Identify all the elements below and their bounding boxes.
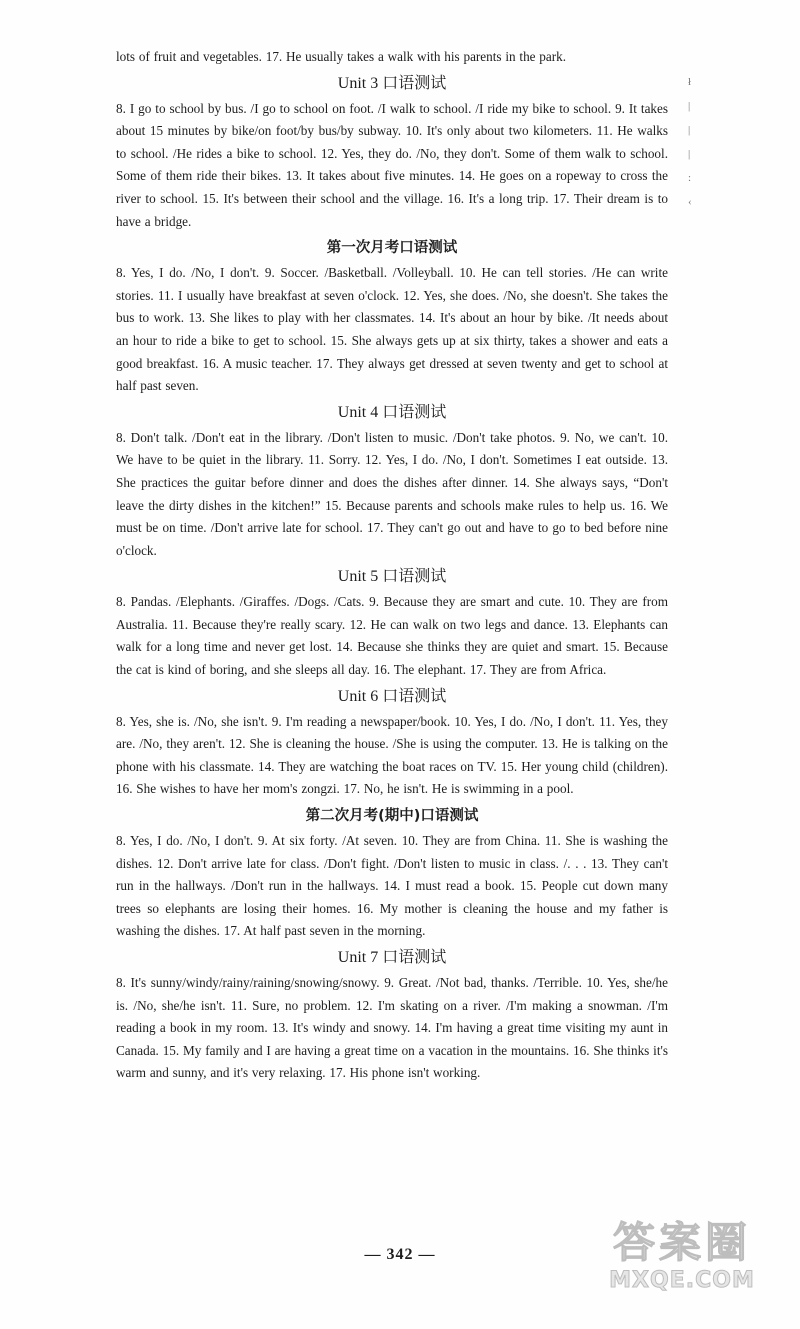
heading-midterm-test: 第二次月考(期中)口语测试 xyxy=(305,808,479,825)
section-unit-6-text: 8. Yes, she is. /No, she isn't. 9. I'm reading a newspaper/book. 10. Yes, I do. /No, I don't. 11. Yes, they are. /No, they aren't. 12. She is cleaning the house. /She is using the computer. 13. He is talking on the phone with his classmate. 14. They are watching the boat races on TV. 15. Her young child (children). 16. She wishes to have her mom's zongzi. 17. No, he isn't. He is swimming in a pool. xyxy=(116,713,668,797)
section-unit-7-text: 8. It's sunny/windy/rainy/raining/snowing/snowy. 9. Great. /Not bad, thanks. /Terrible. 10. Yes, she/he is. /No, she/he isn't. 11. Sure, no problem. 12. I'm skating on a river. /I'm making a snowman. /I'm reading a book in my room. 13. It's windy and snowy. 14. I'm having a great time visiting my aunt in Canada. 15. My family and I are having a great time on a vacation in the mountains. 16. She thinks it's warm and sunny, and it's very relaxing. 17. His phone isn't working. xyxy=(116,975,668,1081)
watermark-top-text: 答案圈 xyxy=(612,1218,751,1267)
section-first-monthly-text: 8. Yes, I do. /No, I don't. 9. Soccer. /Basketball. /Volleyball. 10. He can tell stories. /He can write stories. 11. I usually have breakfast at seven o'clock. 12. Yes, she does. /No, she doesn't. She takes the bus to work. 13. She likes to play with her classmates. 14. It's about an hour by bike. /It needs about an hour to ride a bike to get to school. 15. She always gets up at six thirty, takes a shower and eats a good breakfast. 16. A music teacher. 17. They always get dressed at seven twenty and get to school at half past seven. xyxy=(116,265,668,394)
answer-page xyxy=(116,46,668,1085)
site-watermark-logo xyxy=(592,1219,772,1305)
heading-unit-6: Unit 6 口语测试 xyxy=(337,687,447,705)
section-unit-5-text: 8. Pandas. /Elephants. /Giraffes. /Dogs. /Cats. 9. Because they are smart and cute. 10. They are from Australia. 11. Because they're really scary. 12. He can walk on two legs and dance. 13. Elephants can walk for a long time and never get lost. 14. Because she thinks they are quiet and smart. 15. Because the cat is kind of boring, and she sleeps all day. 16. The elephant. 17. They are from Africa. xyxy=(116,594,668,678)
page-number: — 342 — xyxy=(364,1246,436,1263)
heading-unit-3: Unit 3 口语测试 xyxy=(337,74,447,92)
section-unit-4-text: 8. Don't talk. /Don't eat in the library. /Don't listen to music. /Don't take photos. 9. No, we can't. 10. We have to be quiet in the library. 11. Sorry. 12. Yes, I do. /No, I don't. Sometimes I eat outside. 13. She practices the guitar before dinner and does the dishes after dinner. 14. She always says, “Don't leave the dirty dishes in the kitchen!” 15. Because parents and schools make rules to help us. 16. We must be on time. /Don't arrive late for school. 17. They can't go out and have to go to bed before nine o'clock. xyxy=(116,429,668,558)
heading-unit-5: Unit 5 口语测试 xyxy=(337,568,447,586)
section-midterm-text: 8. Yes, I do. /No, I don't. 9. At six forty. /At seven. 10. They are from China. 11. She is washing the dishes. 12. Don't arrive late for class. /Don't fight. /Don't listen to music in class. /. . . 13. They can't run in the hallways. /Don't run in the hallways. 14. I must read a book. 15. People cut down many trees so elephants are losing their homes. 16. My mother is cleaning the house and my father is washing the dishes. 17. At half past seven in the morning. xyxy=(116,833,668,939)
section-unit-3-text: 8. I go to school by bus. /I go to school on foot. /I walk to school. /I ride my bike to school. 9. It takes about 15 minutes by bike/on foot/by bus/by subway. 10. It's only about two kilometers. 11. He walks to school. /He rides a bike to school. 12. Yes, they do. /No, they don't. Some of them walk to school. Some of them ride their bikes. 13. It takes about five minutes. 14. He goes on a ropeway to cross the river to school. 15. It's between their school and the village. 16. It's a long trip. 17. Their dream is to have a bridge. xyxy=(116,100,668,229)
heading-unit-4: Unit 4 口语测试 xyxy=(337,403,447,421)
watermark-bottom-text: MXQE.COM xyxy=(609,1268,755,1293)
scan-edge-marks: ł | | | : ‹ xyxy=(688,76,692,208)
section-0-text: lots of fruit and vegetables. 17. He usually takes a walk with his parents in the park. xyxy=(116,49,567,64)
heading-unit-7: Unit 7 口语测试 xyxy=(337,949,447,966)
heading-first-monthly-test: 第一次月考口语测试 xyxy=(326,240,458,257)
